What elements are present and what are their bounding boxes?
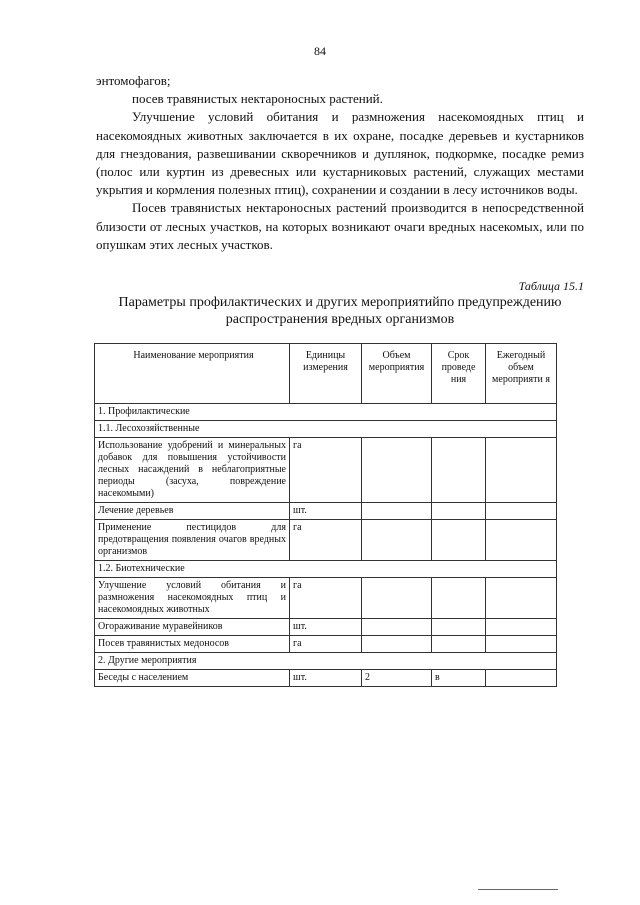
- cell-name: Беседы с населением: [95, 670, 290, 687]
- table-title: Параметры профилактических и других мероприятийпо предупреждению распространения вредных организмов: [118, 295, 562, 327]
- cell-volume: [362, 520, 432, 561]
- table-header-row: [95, 344, 557, 404]
- cell-term: [432, 619, 486, 636]
- cell-volume: [362, 619, 432, 636]
- header-annual: Ежегодный объем мероприяти я: [486, 344, 557, 404]
- cell-unit: шт.: [290, 619, 362, 636]
- cell-unit: шт.: [290, 670, 362, 687]
- section-label: 1.1. Лесохозяйственные: [95, 421, 557, 438]
- cell-name: Использование удобрений и минеральных добавок для повышения устойчивости лесных насаждений в неблагоприятные периоды (засуха, повреждение насекомыми): [95, 438, 290, 503]
- cell-annual: [486, 670, 557, 687]
- page-number: 84: [314, 44, 326, 58]
- measures-table: [94, 343, 557, 687]
- section-label: 2. Другие мероприятия: [95, 653, 557, 670]
- cell-name: Улучшение условий обитания и размножения насекомоядных птиц и насекомоядных животных: [95, 578, 290, 619]
- cell-term: в: [432, 670, 486, 687]
- section-label: 1. Профилактические: [95, 404, 557, 421]
- cell-volume: [362, 438, 432, 503]
- cell-term: [432, 438, 486, 503]
- header-volume: Объем мероприятия: [362, 344, 432, 404]
- table-section-row: [95, 653, 557, 670]
- cell-name: Огораживание муравейников: [95, 619, 290, 636]
- paragraph: посев травянистых нектароносных растений.: [132, 91, 383, 107]
- divider: [478, 889, 558, 890]
- cell-unit: га: [290, 636, 362, 653]
- cell-annual: [486, 503, 557, 520]
- header-unit: Единицы измерения: [290, 344, 362, 404]
- cell-volume: [362, 636, 432, 653]
- cell-term: [432, 578, 486, 619]
- cell-unit: га: [290, 438, 362, 503]
- table-row: [95, 503, 557, 520]
- table-row: [95, 636, 557, 653]
- cell-term: [432, 503, 486, 520]
- paragraph: энтомофагов;: [96, 73, 171, 88]
- cell-volume: 2: [362, 670, 432, 687]
- table-row: [95, 670, 557, 687]
- cell-term: [432, 636, 486, 653]
- table-body: [95, 404, 557, 687]
- paragraph: Улучшение условий обитания и размножения насекомоядных птиц и насекомоядных животных заключается в их охране, посадке деревьев и кустарников для гнездования, развешивании скворечников и дуплянок, подкормке, посадке ремиз (полос или куртин из древесных или кустарниковых растений, служащих местами укрытия и кормления полезных птиц), сохранении и создании в лесу источников воды.: [96, 109, 584, 198]
- body-text: [96, 72, 584, 254]
- cell-annual: [486, 619, 557, 636]
- section-label: 1.2. Биотехнические: [95, 561, 557, 578]
- cell-name: Посев травянистых медоносов: [95, 636, 290, 653]
- cell-name: Лечение деревьев: [95, 503, 290, 520]
- cell-annual: [486, 636, 557, 653]
- cell-term: [432, 520, 486, 561]
- cell-volume: [362, 578, 432, 619]
- table-row: [95, 438, 557, 503]
- cell-name: Применение пестицидов для предотвращения появления очагов вредных организмов: [95, 520, 290, 561]
- cell-unit: га: [290, 578, 362, 619]
- cell-annual: [486, 578, 557, 619]
- cell-volume: [362, 503, 432, 520]
- header-term: Срок проведе ния: [432, 344, 486, 404]
- table-section-row: [95, 421, 557, 438]
- cell-annual: [486, 520, 557, 561]
- header-name: Наименование мероприятия: [95, 344, 290, 404]
- cell-unit: шт.: [290, 503, 362, 520]
- table-caption: Таблица 15.1: [518, 279, 584, 293]
- paragraph: Посев травянистых нектароносных растений производится в непосредственной близости от лесных участков, на которых возникают очаги вредных насекомых, или по опушкам этих лесных участков.: [96, 200, 584, 252]
- table-section-row: [95, 404, 557, 421]
- table-section-row: [95, 561, 557, 578]
- table-row: [95, 619, 557, 636]
- table-row: [95, 578, 557, 619]
- table-row: [95, 520, 557, 561]
- cell-annual: [486, 438, 557, 503]
- cell-unit: га: [290, 520, 362, 561]
